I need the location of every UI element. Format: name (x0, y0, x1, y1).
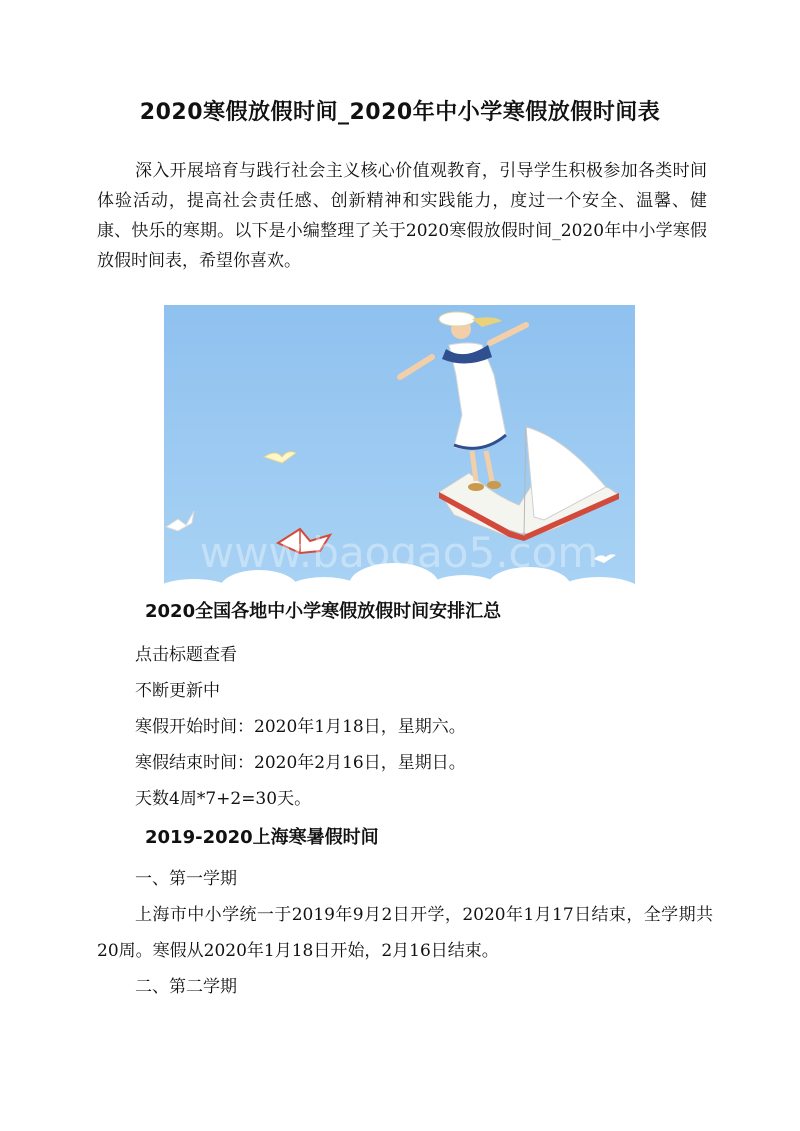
section-heading-national: 2020全国各地中小学寒假放假时间安排汇总 (145, 601, 502, 622)
term2-label: 二、第二学期 (135, 977, 237, 997)
term1-paragraph: 上海市中小学统一于2019年9月2日开学，2020年1月17日结束，全学期共20周。寒假从2020年1月18日开始，2月16日结束。 (97, 905, 713, 961)
section-heading-shanghai: 2019-2020上海寒暑假时间 (145, 827, 379, 848)
intro-paragraph: 深入开展培育与践行社会主义核心价值观教育，引导学生积极参加各类时间体验活动，提高社会责任感、创新精神和实践能力，度过一个安全、温馨、健康、快乐的寒期。以下是小编整理了关于2020寒假放假时间_2020年中小学寒假放假时间表，希望你喜欢。 (97, 161, 707, 271)
line-click-title: 点击标题查看 (135, 645, 237, 665)
document-title: 2020寒假放假时间_2020年中小学寒假放假时间表 (139, 100, 661, 125)
line-updating: 不断更新中 (135, 681, 220, 701)
term1-label: 一、第一学期 (135, 869, 237, 889)
image-watermark: www.baogao5.com (199, 528, 599, 577)
line-break-end: 寒假结束时间：2020年2月16日，星期日。 (135, 753, 466, 773)
illustration-image (164, 305, 635, 600)
line-days-count: 天数4周*7+2=30天。 (135, 789, 312, 809)
line-break-start: 寒假开始时间：2020年1月18日，星期六。 (135, 717, 466, 737)
